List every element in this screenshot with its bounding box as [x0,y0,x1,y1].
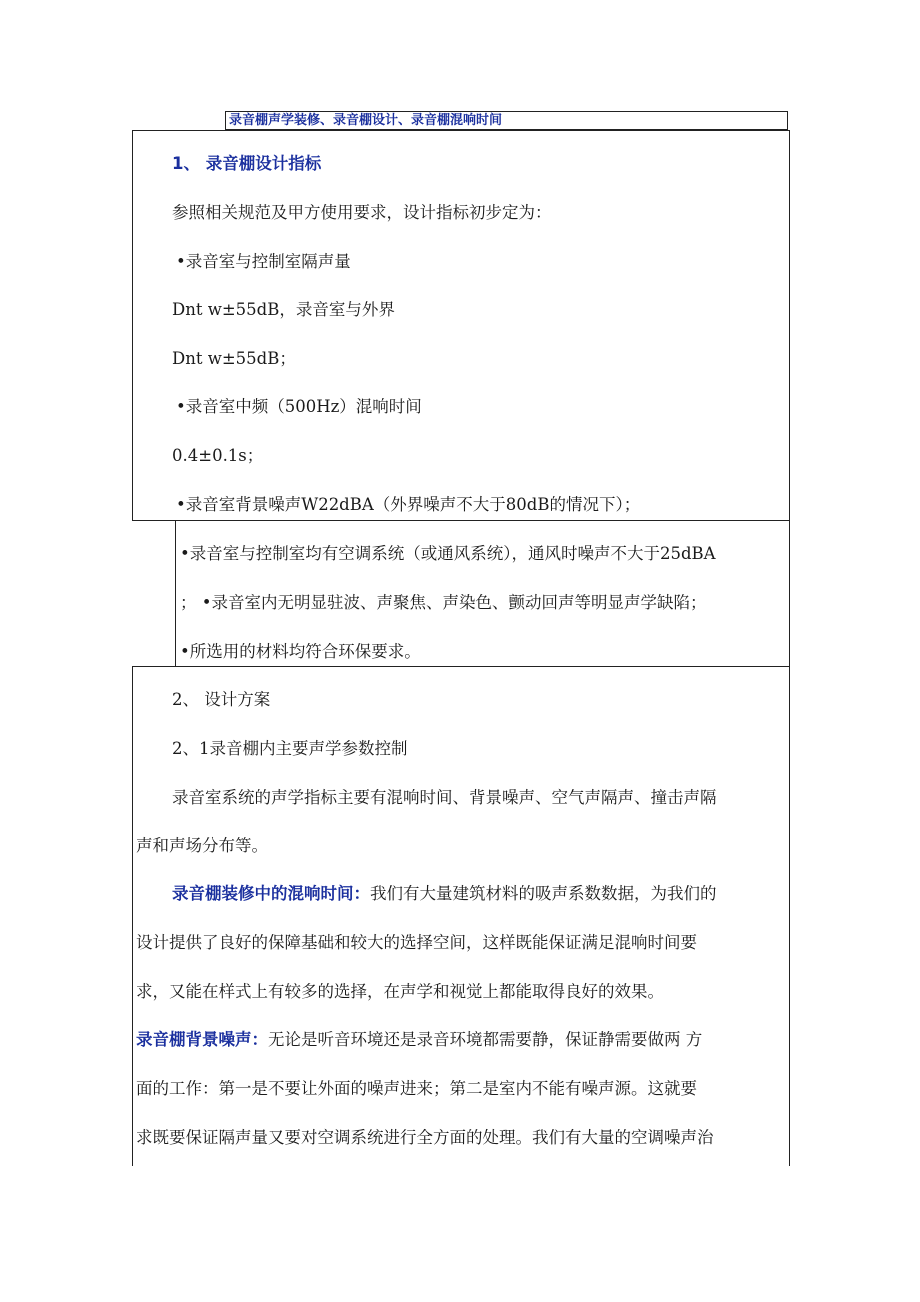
section1-intro: 参照相关规范及甲方使用要求，设计指标初步定为： [172,203,552,222]
noise-text-line: 面的工作：第一是不要让外面的噪声进来；第二是室内不能有噪声源。这就要 [136,1079,697,1098]
section2-para: 录音室系统的声学指标主要有混响时间、背景噪声、空气声隔声、撞击声隔 [172,788,717,807]
section2-para: 声和声场分布等。 [136,836,268,855]
section1-line: •录音室背景噪声W22dBA（外界噪声不大于80dB的情况下）； [176,495,641,514]
noise-text-line: 求既要保证隔声量又要对空调系统进行全方面的处理。我们有大量的空调噪声治 [136,1128,714,1147]
section1-heading: 1、 录音棚设计指标 [172,154,322,173]
noise-label: 录音棚背景噪声： [136,1030,268,1049]
reverb-paragraph-first-line [172,883,717,905]
section2-heading: 2、 设计方案 [172,690,271,709]
noise-text: 无论是听音环境还是录音环境都需要静，保证静需要做两 方 [268,1030,703,1049]
section1-line: •录音室中频（500Hz）混响时间 [176,397,422,416]
reverb-text: 我们有大量建筑材料的吸声系数数据，为我们的 [370,884,717,903]
section1-line: Dnt w±55dB，录音室与外界 [172,300,395,319]
reverb-text-line: 求，又能在样式上有较多的选择，在声学和视觉上都能取得良好的效果。 [136,982,664,1001]
document-title: 录音棚声学装修、录音棚设计、录音棚混响时间 [225,111,788,130]
section1b-line: ； •录音室内无明显驻波、声聚焦、声染色、颤动回声等明显声学缺陷； [180,593,707,612]
section1-line: •录音室与控制室隔声量 [176,252,351,271]
section1-line: 0.4±0.1s； [172,446,264,465]
section2-subheading: 2、1录音棚内主要声学参数控制 [172,739,408,758]
reverb-text-line: 设计提供了良好的保障基础和较大的选择空间，这样既能保证满足混响时间要 [136,933,697,952]
section1-line: Dnt w±55dB； [172,349,296,368]
noise-paragraph-first-line [136,1029,702,1051]
section1b-line: •录音室与控制室均有空调系统（或通风系统），通风时噪声不大于25dBA [180,544,716,563]
reverb-label: 录音棚装修中的混响时间： [172,884,370,903]
section1b-line: •所选用的材料均符合环保要求。 [180,642,421,661]
